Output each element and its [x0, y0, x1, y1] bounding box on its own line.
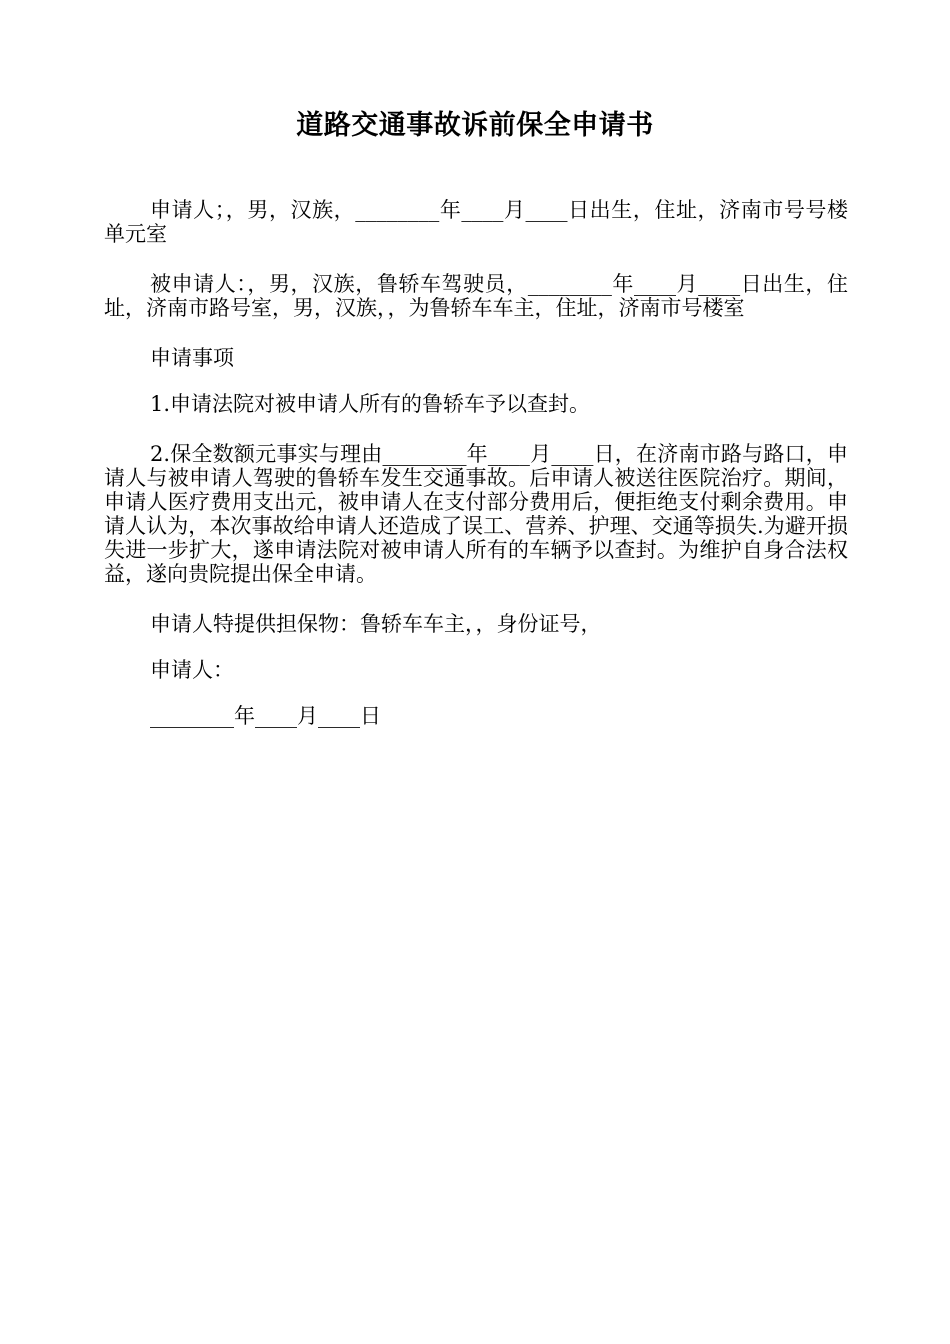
- application-items-heading: 申请事项: [150, 346, 234, 370]
- respondent-paragraph: 被申请人：，男，汉族，鲁轿车驾驶员，________年____月____日出生，住址，济南市路号室，男，汉族，，为鲁轿车车主，住址，济南市号楼室: [104, 272, 848, 320]
- date-line: ________年____月____日: [150, 704, 381, 728]
- document-body: [104, 198, 848, 754]
- document-title: 道路交通事故诉前保全申请书: [296, 110, 654, 141]
- applicant-paragraph: 申请人；，男，汉族，________年____月____日出生，住址，济南市号号楼单元室: [104, 198, 848, 246]
- signature-label: 申请人：: [150, 658, 234, 682]
- guarantee-paragraph: 申请人特提供担保物：鲁轿车车主，，身份证号，: [150, 612, 602, 636]
- item-2-paragraph: 2.保全数额元事实与理由________年____月____日，在济南市路与路口，申请人与被申请人驾驶的鲁轿车发生交通事故。后申请人被送往医院治疗。期间，申请人医疗费用支出元，被申请人在支付部分费用后，便拒绝支付剩余费用。申请人认为，本次事故给申请人还造成了误工、营养、护理、交通等损失.为避开损失进一步扩大，遂申请法院对被申请人所有的车辆予以查封。为维护自身合法权益，遂向贵院提出保全申请。: [104, 442, 848, 586]
- item-1-paragraph: 1.申请法院对被申请人所有的鲁轿车予以查封。: [150, 392, 591, 416]
